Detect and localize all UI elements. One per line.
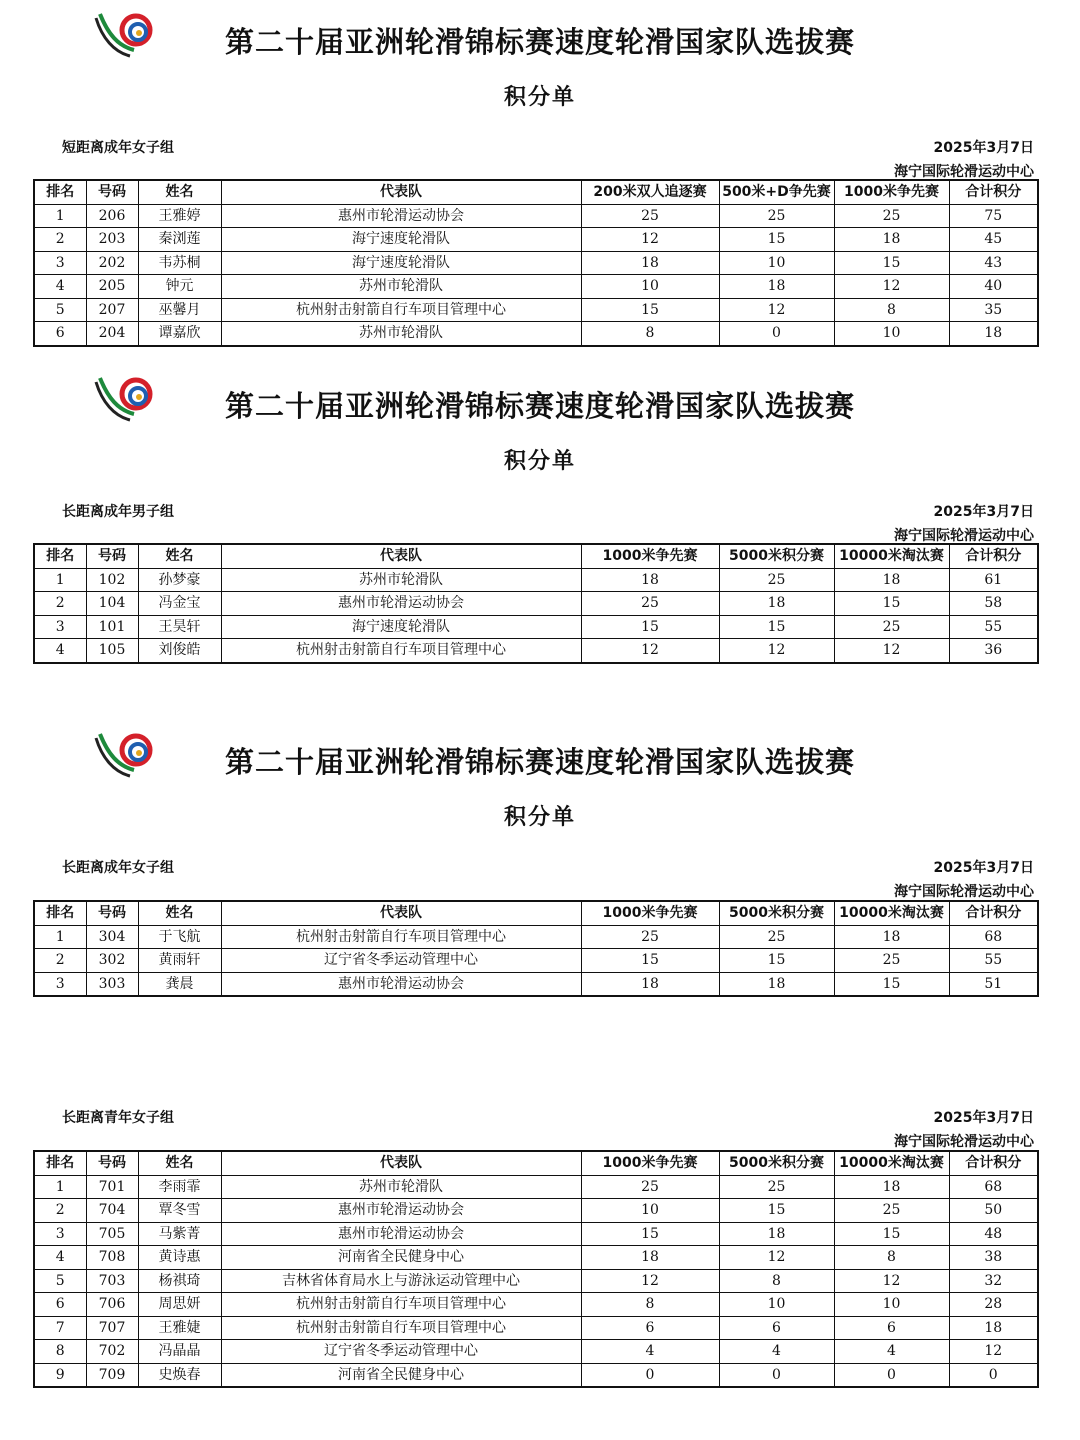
table-header-row — [34, 901, 1038, 925]
event-3-score: 10 — [834, 322, 949, 346]
venue-label: 海宁国际轮滑运动中心 — [894, 1134, 1034, 1150]
event-2-score: 15 — [719, 228, 834, 252]
rank-cell: 2 — [34, 228, 86, 252]
team-cell: 河南省全民健身中心 — [221, 1246, 581, 1270]
name-cell: 周思妍 — [138, 1293, 221, 1317]
event-2-score: 15 — [719, 949, 834, 973]
header-event-3: 10000米淘汰赛 — [834, 901, 949, 925]
event-1-score: 25 — [581, 204, 719, 228]
header-team: 代表队 — [221, 544, 581, 568]
number-cell: 202 — [86, 251, 138, 275]
event-3-score: 0 — [834, 1363, 949, 1387]
name-cell: 刘俊皓 — [138, 639, 221, 663]
event-1-score: 25 — [581, 1175, 719, 1199]
header-event-1: 1000米争先赛 — [581, 544, 719, 568]
table-row — [34, 1246, 1038, 1270]
total-score: 35 — [949, 298, 1038, 322]
event-3-score: 18 — [834, 568, 949, 592]
team-cell: 辽宁省冬季运动管理中心 — [221, 1340, 581, 1364]
event-3-score: 4 — [834, 1340, 949, 1364]
rank-cell: 3 — [34, 615, 86, 639]
team-cell: 海宁速度轮滑队 — [221, 251, 581, 275]
name-cell: 王昊轩 — [138, 615, 221, 639]
rank-cell: 6 — [34, 322, 86, 346]
table-row — [34, 568, 1038, 592]
team-cell: 吉林省体育局水上与游泳运动管理中心 — [221, 1269, 581, 1293]
name-cell: 黄诗惠 — [138, 1246, 221, 1270]
event-3-score: 25 — [834, 204, 949, 228]
table-row — [34, 228, 1038, 252]
total-score: 51 — [949, 972, 1038, 996]
rank-cell: 4 — [34, 275, 86, 299]
table-row — [34, 1340, 1038, 1364]
score-table-2 — [33, 543, 1039, 664]
number-cell: 203 — [86, 228, 138, 252]
event-2-score: 18 — [719, 275, 834, 299]
event-2-score: 25 — [719, 1175, 834, 1199]
header-event-1: 1000米争先赛 — [581, 901, 719, 925]
event-1-score: 8 — [581, 322, 719, 346]
table-row — [34, 1293, 1038, 1317]
rank-cell: 1 — [34, 1175, 86, 1199]
event-1-score: 0 — [581, 1363, 719, 1387]
group-label: 短距离成年女子组 — [62, 140, 174, 156]
event-3-score: 12 — [834, 639, 949, 663]
header-total: 合计积分 — [949, 180, 1038, 204]
number-cell: 102 — [86, 568, 138, 592]
event-1-score: 25 — [581, 925, 719, 949]
rank-cell: 1 — [34, 925, 86, 949]
event-2-score: 10 — [719, 1293, 834, 1317]
sheet-title: 积分单 — [503, 85, 576, 110]
event-1-score: 12 — [581, 1269, 719, 1293]
event-1-score: 18 — [581, 1246, 719, 1270]
table-row — [34, 204, 1038, 228]
number-cell: 704 — [86, 1199, 138, 1223]
total-score: 58 — [949, 592, 1038, 616]
table-row — [34, 615, 1038, 639]
group-label: 长距离青年女子组 — [62, 1110, 174, 1126]
name-cell: 秦浏莲 — [138, 228, 221, 252]
team-cell: 惠州市轮滑运动协会 — [221, 972, 581, 996]
event-3-score: 15 — [834, 251, 949, 275]
header-event-3: 10000米淘汰赛 — [834, 544, 949, 568]
event-3-score: 18 — [834, 1175, 949, 1199]
date-label: 2025年3月7日 — [933, 1110, 1034, 1126]
name-cell: 韦苏桐 — [138, 251, 221, 275]
header-event-1: 200米双人追逐赛 — [581, 180, 719, 204]
header-event-2: 5000米积分赛 — [719, 901, 834, 925]
event-3-score: 15 — [834, 1222, 949, 1246]
event-3-score: 15 — [834, 592, 949, 616]
table-row — [34, 1199, 1038, 1223]
total-score: 18 — [949, 1316, 1038, 1340]
number-cell: 709 — [86, 1363, 138, 1387]
table-row — [34, 972, 1038, 996]
event-1-score: 12 — [581, 639, 719, 663]
total-score: 0 — [949, 1363, 1038, 1387]
event-1-score: 12 — [581, 228, 719, 252]
header-event-1: 1000米争先赛 — [581, 1151, 719, 1175]
total-score: 28 — [949, 1293, 1038, 1317]
team-cell: 惠州市轮滑运动协会 — [221, 1199, 581, 1223]
event-3-score: 18 — [834, 228, 949, 252]
championship-logo-icon — [92, 8, 154, 60]
table-row — [34, 1363, 1038, 1387]
event-3-score: 8 — [834, 298, 949, 322]
name-cell: 杨祺琦 — [138, 1269, 221, 1293]
number-cell: 101 — [86, 615, 138, 639]
event-3-score: 8 — [834, 1246, 949, 1270]
total-score: 43 — [949, 251, 1038, 275]
event-3-score: 18 — [834, 925, 949, 949]
event-2-score: 12 — [719, 298, 834, 322]
event-1-score: 6 — [581, 1316, 719, 1340]
event-2-score: 12 — [719, 1246, 834, 1270]
name-cell: 冯金宝 — [138, 592, 221, 616]
total-score: 45 — [949, 228, 1038, 252]
total-score: 61 — [949, 568, 1038, 592]
header-team: 代表队 — [221, 180, 581, 204]
number-cell: 205 — [86, 275, 138, 299]
header-name: 姓名 — [138, 180, 221, 204]
number-cell: 302 — [86, 949, 138, 973]
event-3-score: 6 — [834, 1316, 949, 1340]
rank-cell: 6 — [34, 1293, 86, 1317]
team-cell: 杭州射击射箭自行车项目管理中心 — [221, 298, 581, 322]
number-cell: 702 — [86, 1340, 138, 1364]
total-score: 48 — [949, 1222, 1038, 1246]
event-2-score: 25 — [719, 568, 834, 592]
table-row — [34, 1175, 1038, 1199]
header-total: 合计积分 — [949, 901, 1038, 925]
total-score: 68 — [949, 925, 1038, 949]
number-cell: 303 — [86, 972, 138, 996]
number-cell: 703 — [86, 1269, 138, 1293]
event-3-score: 10 — [834, 1293, 949, 1317]
header-rank: 排名 — [34, 544, 86, 568]
table-row — [34, 592, 1038, 616]
name-cell: 史焕春 — [138, 1363, 221, 1387]
team-cell: 苏州市轮滑队 — [221, 568, 581, 592]
event-2-score: 4 — [719, 1340, 834, 1364]
championship-logo-icon — [92, 372, 154, 424]
name-cell: 黄雨轩 — [138, 949, 221, 973]
number-cell: 705 — [86, 1222, 138, 1246]
rank-cell: 3 — [34, 972, 86, 996]
name-cell: 冯晶晶 — [138, 1340, 221, 1364]
event-2-score: 18 — [719, 972, 834, 996]
event-3-score: 15 — [834, 972, 949, 996]
team-cell: 苏州市轮滑队 — [221, 275, 581, 299]
event-2-score: 0 — [719, 322, 834, 346]
number-cell: 207 — [86, 298, 138, 322]
table-row — [34, 949, 1038, 973]
event-2-score: 0 — [719, 1363, 834, 1387]
table-row — [34, 322, 1038, 346]
header-number: 号码 — [86, 1151, 138, 1175]
event-2-score: 18 — [719, 592, 834, 616]
sheet-title: 积分单 — [503, 805, 576, 830]
event-2-score: 10 — [719, 251, 834, 275]
table-row — [34, 298, 1038, 322]
number-cell: 708 — [86, 1246, 138, 1270]
total-score: 12 — [949, 1340, 1038, 1364]
total-score: 55 — [949, 949, 1038, 973]
team-cell: 苏州市轮滑队 — [221, 1175, 581, 1199]
group-label: 长距离成年男子组 — [62, 504, 174, 520]
score-table-3 — [33, 900, 1039, 997]
table-row — [34, 1316, 1038, 1340]
name-cell: 马紫菁 — [138, 1222, 221, 1246]
total-score: 40 — [949, 275, 1038, 299]
event-2-score: 8 — [719, 1269, 834, 1293]
name-cell: 王雅婷 — [138, 204, 221, 228]
rank-cell: 4 — [34, 639, 86, 663]
event-1-score: 10 — [581, 1199, 719, 1223]
rank-cell: 7 — [34, 1316, 86, 1340]
table-header-row — [34, 180, 1038, 204]
event-2-score: 6 — [719, 1316, 834, 1340]
event-1-score: 25 — [581, 592, 719, 616]
name-cell: 王雅婕 — [138, 1316, 221, 1340]
event-2-score: 15 — [719, 615, 834, 639]
team-cell: 海宁速度轮滑队 — [221, 615, 581, 639]
header-rank: 排名 — [34, 1151, 86, 1175]
event-1-score: 8 — [581, 1293, 719, 1317]
table-row — [34, 1269, 1038, 1293]
event-2-score: 15 — [719, 1199, 834, 1223]
table-row — [34, 251, 1038, 275]
venue-label: 海宁国际轮滑运动中心 — [894, 164, 1034, 180]
rank-cell: 4 — [34, 1246, 86, 1270]
group-label: 长距离成年女子组 — [62, 860, 174, 876]
rank-cell: 1 — [34, 568, 86, 592]
table-row — [34, 925, 1038, 949]
header-rank: 排名 — [34, 901, 86, 925]
rank-cell: 5 — [34, 1269, 86, 1293]
team-cell: 海宁速度轮滑队 — [221, 228, 581, 252]
header-number: 号码 — [86, 180, 138, 204]
rank-cell: 3 — [34, 251, 86, 275]
total-score: 75 — [949, 204, 1038, 228]
total-score: 18 — [949, 322, 1038, 346]
table-row — [34, 639, 1038, 663]
table-header-row — [34, 1151, 1038, 1175]
rank-cell: 2 — [34, 1199, 86, 1223]
event-2-score: 25 — [719, 925, 834, 949]
name-cell: 巫馨月 — [138, 298, 221, 322]
event-1-score: 15 — [581, 298, 719, 322]
team-cell: 河南省全民健身中心 — [221, 1363, 581, 1387]
rank-cell: 5 — [34, 298, 86, 322]
venue-label: 海宁国际轮滑运动中心 — [894, 884, 1034, 900]
event-3-score: 12 — [834, 275, 949, 299]
name-cell: 李雨霏 — [138, 1175, 221, 1199]
rank-cell: 2 — [34, 949, 86, 973]
header-team: 代表队 — [221, 901, 581, 925]
championship-logo-icon — [92, 728, 154, 780]
number-cell: 105 — [86, 639, 138, 663]
event-title: 第二十届亚洲轮滑锦标赛速度轮滑国家队选拔赛 — [225, 745, 856, 779]
team-cell: 杭州射击射箭自行车项目管理中心 — [221, 925, 581, 949]
team-cell: 辽宁省冬季运动管理中心 — [221, 949, 581, 973]
team-cell: 杭州射击射箭自行车项目管理中心 — [221, 1316, 581, 1340]
event-3-score: 25 — [834, 615, 949, 639]
score-table-4 — [33, 1150, 1039, 1388]
header-total: 合计积分 — [949, 1151, 1038, 1175]
score-table-1 — [33, 179, 1039, 347]
team-cell: 杭州射击射箭自行车项目管理中心 — [221, 639, 581, 663]
event-1-score: 15 — [581, 1222, 719, 1246]
header-event-3: 10000米淘汰赛 — [834, 1151, 949, 1175]
event-1-score: 4 — [581, 1340, 719, 1364]
name-cell: 覃冬雪 — [138, 1199, 221, 1223]
header-number: 号码 — [86, 901, 138, 925]
team-cell: 惠州市轮滑运动协会 — [221, 204, 581, 228]
name-cell: 于飞航 — [138, 925, 221, 949]
name-cell: 谭嘉欣 — [138, 322, 221, 346]
number-cell: 204 — [86, 322, 138, 346]
event-1-score: 10 — [581, 275, 719, 299]
name-cell: 龚晨 — [138, 972, 221, 996]
rank-cell: 8 — [34, 1340, 86, 1364]
event-title: 第二十届亚洲轮滑锦标赛速度轮滑国家队选拔赛 — [225, 389, 856, 423]
event-2-score: 12 — [719, 639, 834, 663]
team-cell: 杭州射击射箭自行车项目管理中心 — [221, 1293, 581, 1317]
table-row — [34, 1222, 1038, 1246]
event-1-score: 15 — [581, 615, 719, 639]
date-label: 2025年3月7日 — [933, 860, 1034, 876]
number-cell: 206 — [86, 204, 138, 228]
total-score: 50 — [949, 1199, 1038, 1223]
header-event-2: 500米+D争先赛 — [719, 180, 834, 204]
event-1-score: 18 — [581, 568, 719, 592]
name-cell: 钟元 — [138, 275, 221, 299]
number-cell: 706 — [86, 1293, 138, 1317]
number-cell: 304 — [86, 925, 138, 949]
event-1-score: 18 — [581, 972, 719, 996]
header-total: 合计积分 — [949, 544, 1038, 568]
total-score: 36 — [949, 639, 1038, 663]
header-name: 姓名 — [138, 1151, 221, 1175]
header-number: 号码 — [86, 544, 138, 568]
number-cell: 104 — [86, 592, 138, 616]
table-row — [34, 275, 1038, 299]
number-cell: 707 — [86, 1316, 138, 1340]
header-event-2: 5000米积分赛 — [719, 544, 834, 568]
event-1-score: 15 — [581, 949, 719, 973]
sheet-title: 积分单 — [503, 449, 576, 474]
header-name: 姓名 — [138, 901, 221, 925]
total-score: 55 — [949, 615, 1038, 639]
total-score: 32 — [949, 1269, 1038, 1293]
rank-cell: 2 — [34, 592, 86, 616]
total-score: 68 — [949, 1175, 1038, 1199]
venue-label: 海宁国际轮滑运动中心 — [894, 528, 1034, 544]
event-2-score: 18 — [719, 1222, 834, 1246]
header-team: 代表队 — [221, 1151, 581, 1175]
total-score: 38 — [949, 1246, 1038, 1270]
number-cell: 701 — [86, 1175, 138, 1199]
event-3-score: 25 — [834, 949, 949, 973]
header-event-2: 5000米积分赛 — [719, 1151, 834, 1175]
header-rank: 排名 — [34, 180, 86, 204]
header-event-3: 1000米争先赛 — [834, 180, 949, 204]
team-cell: 惠州市轮滑运动协会 — [221, 592, 581, 616]
event-3-score: 25 — [834, 1199, 949, 1223]
header-name: 姓名 — [138, 544, 221, 568]
name-cell: 孙梦豪 — [138, 568, 221, 592]
event-3-score: 12 — [834, 1269, 949, 1293]
event-2-score: 25 — [719, 204, 834, 228]
team-cell: 惠州市轮滑运动协会 — [221, 1222, 581, 1246]
rank-cell: 1 — [34, 204, 86, 228]
event-title: 第二十届亚洲轮滑锦标赛速度轮滑国家队选拔赛 — [225, 25, 856, 59]
event-1-score: 18 — [581, 251, 719, 275]
rank-cell: 9 — [34, 1363, 86, 1387]
date-label: 2025年3月7日 — [933, 140, 1034, 156]
date-label: 2025年3月7日 — [933, 504, 1034, 520]
rank-cell: 3 — [34, 1222, 86, 1246]
table-header-row — [34, 544, 1038, 568]
team-cell: 苏州市轮滑队 — [221, 322, 581, 346]
